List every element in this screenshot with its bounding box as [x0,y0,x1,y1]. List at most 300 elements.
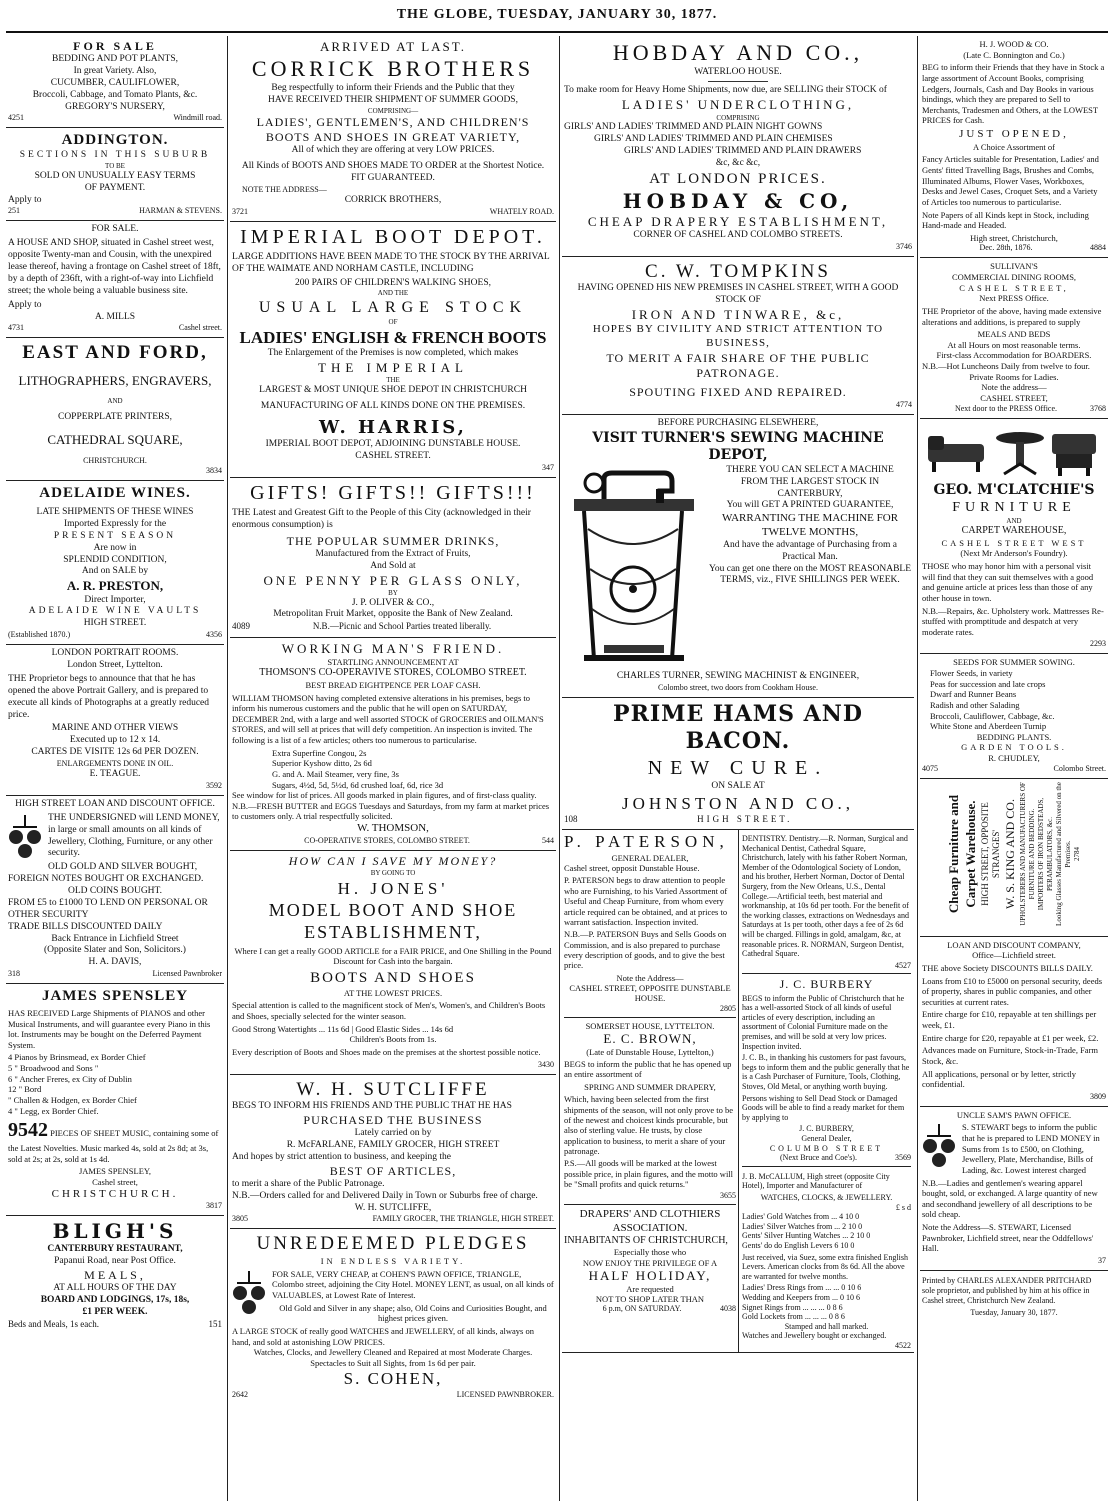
ad-line: CHRISTCHURCH. [83,456,147,466]
ad-number: 3805 [232,1214,248,1224]
ad-line: ARRIVED AT LAST. [320,39,466,54]
ad-line: OF [388,318,398,327]
ad-line: R. McFARLANE, FAMILY GROCER, HIGH STREET [286,1140,500,1150]
ad-heading: DRAPERS' AND CLOTHIERS ASSOCIATION. [579,1208,721,1234]
ad-line: SPLENDID CONDITION, [63,554,167,565]
ad-line: £ s d [895,1202,911,1212]
price-row: Ladies' Silver Watches from ... 2 10 0 [742,1221,863,1231]
ad-body: THE UNDERSIGNED will LEND MONEY, in large or small amounts on all kinds of Jewellery, Clothing, Furniture, or any other security. [48,812,220,859]
ad-address: Windmill road. [173,113,222,123]
ad-heading: JAMES SPENSLEY [41,988,189,1005]
ad-line: And Sold at [370,560,416,571]
ad-number: 4884 [1089,243,1106,253]
ad-heading: UNCLE SAM'S PAWN OFFICE. [956,1109,1072,1120]
ad-number: 4527 [895,960,911,970]
ad-line: MARINE AND OTHER VIEWS [51,723,179,734]
ad-line: £1 PER WEEK. [82,1306,148,1317]
ad-line: Colombo street, two doors from Cookham House. [658,682,818,692]
ad-line: OF PAYMENT. [84,182,146,193]
ad-line: (Established 1870.) [8,630,71,640]
ad-number: 4356 [206,630,222,640]
ad-line: PRESENT SEASON [53,530,177,541]
ad-number: 108 [564,813,578,824]
ad-prime-hams-and-bacon [562,698,914,830]
ad-line: Broccoli, Cabbage, and Tomato Plants, &c. [32,89,198,100]
ad-heading: PRIME HAMS AND BACON. [613,700,863,755]
ad-line: HIGH STREET. [83,618,147,629]
ad-line: AND THE [377,289,409,298]
ad-line: Radish and other Salading [930,699,1020,710]
ad-line: Note the Address— [616,972,684,983]
ad-line: 4 " Legg, ex Border Chief. [8,1105,99,1116]
ad-body: Entire charge for £20, repayable at £1 per week, £2. [922,1032,1099,1043]
ad-body: Just received, via Suez, some extra finished English Levers. American clocks from 8s 6d. All the above are warranted for twelve months. [742,1252,908,1281]
ad-h-j-wood [920,36,1108,258]
ad-line: Cashel street, [92,1177,138,1187]
ad-number: 4075 [922,763,938,773]
ad-line: Good Strong Watertights ... 11s 6d | Good Elastic Sides ... 14s 6d [232,1023,454,1034]
ad-line: J. C. BURBERY, [799,1124,854,1134]
ad-line: FROM £5 to £1000 TO LEND ON PERSONAL OR OTHER SECURITY [8,897,208,920]
ad-line: All Kinds of BOOTS AND SHOES MADE TO ORDER at the Shortest Notice. [241,161,545,172]
ad-number: 4731 [8,323,24,333]
ad-heading: CORRICK BROTHERS [251,56,535,82]
ad-line: BEDDING PLANTS. [976,731,1052,742]
ad-line: CHEAP DRAPERY ESTABLISHMENT, [587,213,889,229]
ad-line: To make room for Heavy Home Shipments, now due, are SELLING their STOCK of [564,85,887,96]
ad-line: CARPET WAREHOUSE, [961,525,1067,537]
ad-line: LADIES', GENTLEMEN'S, AND CHILDREN'S [256,115,530,130]
ad-line: HOBDAY & CO, [622,188,854,213]
ad-line: Apply to [8,299,42,310]
ad-line: JUST OPENED, [959,128,1069,140]
ad-line: NOTE THE ADDRESS— [242,184,327,194]
ad-line: GIRLS' AND LADIES' TRIMMED AND PLAIN DRAWERS [624,146,862,156]
ad-blighs-restaurant [6,1216,224,1334]
ad-line: A LARGE STOCK of really good WATCHES and JEWELLERY, of all kinds, always on hand, and sold at astonishing LOW PRICES. [232,1325,534,1347]
ad-body: WILLIAM THOMSON having completed extensive alterations in his premises, begs to inform his numerous customers and the public that he will open on SATURDAY, DECEMBER 2nd, with a large and well assorted STOCK of GROCERIES and OILMAN'S STORES, and will sell at prices that will defy competition. An inspection is invited. The following is a list of a few articles; others too numerous to particularise. [232,692,544,745]
ad-line: " Challen & Hodgen, ex Border Chief [8,1094,137,1105]
ad-line: Note the address— [981,382,1047,393]
ad-line: LITHOGRAPHERS, ENGRAVERS, [18,373,212,389]
ad-number: 3817 [206,1201,222,1211]
ad-number: 151 [208,1318,222,1329]
ad-number: 2293 [1090,639,1106,649]
ad-line: GENERAL DEALER, [611,852,689,863]
ad-line: Office—Lichfield street. [972,950,1056,961]
ad-line: MEALS, [84,1268,146,1283]
ad-line: In great Variety. Also, [73,65,157,76]
ad-line: TRADE BILLS DISCOUNTED DAILY [8,921,163,932]
ad-body: THE Proprietor begs to announce that that he has opened the above Portrait Gallery, and is prepared to execute all kinds of Photographs at a greatly reduced price. [8,673,210,720]
ad-p-paterson [564,832,736,1018]
ad-line: HAVE RECEIVED THEIR SHIPMENT OF SUMMER GOODS, [268,94,518,105]
ad-line: ESTABLISHMENT, [304,922,482,943]
ad-line: BEDDING AND POT PLANTS, [52,54,178,64]
ad-body: P. PATERSON begs to draw attention to people who are Furnishing, to his Varied Assortment of Useful and Cheap Furniture, from whom every article required can be obtained, and at prices to warrant satisfaction. Inspection invited. [564,875,728,927]
ad-heading: FOR SALE [73,39,157,53]
ad-w-h-sutcliffe [230,1075,556,1230]
ad-line: STARTLING ANNOUNCEMENT AT [327,656,459,667]
ad-line: LARGEST & MOST UNIQUE SHOE DEPOT IN CHRISTCHURCH [259,385,527,395]
ad-line: GREGORY'S NURSERY, [65,101,165,112]
ad-line: Manufactured from the Extract of Fruits, [315,548,471,559]
ad-c-w-tompkins [562,257,914,415]
ad-line: Metropolitan Fruit Market, opposite the Bank of New Zealand. [273,609,513,620]
ad-body: FOR SALE, VERY CHEAP, at COHEN'S PAWN OFFICE, TRIANGLE, Colombo street, adjoining the City Hotel. MONEY LENT, as usual, on all kinds of VALUABLES, at Lowest Rate of Interest. [272,1268,554,1300]
ad-address: Licensed Pawnbroker [152,969,222,979]
ad-body: DENTISTRY. Dentistry.—R. Norman, Surgical and Mechanical Dentist, Cathedral Square, Christchurch, lately with his father Robert Norman, Member of the Odontological Society of London, and his brother, Herbert Norman, Doctor of Dental Surgery, from the New Orleans, U.S., Dental College.—Artificial teeth, best material and workmanship, at 10s 6d per tooth. For the benefit of the working classes, extractions on Wednesdays and Saturdays at 1s per tooth, other days a fee of 2s 6d will be charged. Fillings in gold, amalgam, &c, at reasonable prices. R. NORMAN, Surgeon Dentist, Cathedral Square. [742,834,909,959]
ad-heading: P. PATERSON, [564,832,729,851]
ad-working-mans-friend [230,638,556,851]
ad-line: FURNITURE [952,500,1076,515]
ad-line: Back Entrance in Lichfield Street [51,933,179,944]
ad-line: COLUMBO STREET [769,1143,884,1153]
ad-body: THE above Society DISCOUNTS BILLS DAILY. [922,962,1093,973]
ad-body: BEG to inform their Friends that they have in Stock a large assortment of Account Books, comprising Ledgers, Journals, Cash and Day Books in various bindings, which they are prepared to Sell to Merchants, Tradesmen and Others, at the LOWEST PRICES for Cash. [922,62,1105,126]
ad-line: Superior Kyshow ditto, 2s 6d [272,758,372,769]
column-4 [920,36,1108,1501]
masthead: THE GLOBE, TUESDAY, JANUARY 30, 1877. [396,7,718,22]
ad-line: THERE YOU CAN SELECT A MACHINE [726,464,894,475]
ad-line: High street, Christchurch, [970,232,1058,243]
ad-j-c-burbery [742,974,911,1166]
ad-gifts-summer-drinks [230,478,556,638]
ad-line: Dec. 28th, 1876. [979,243,1033,253]
ad-number: 3721 [232,206,248,216]
ad-number: 4251 [8,113,24,123]
ad-number: 3768 [1089,403,1106,413]
ad-line: NOW ENJOY THE PRIVILEGE OF A [582,1257,718,1268]
ad-line: R. CHUDLEY, [988,753,1040,763]
ad-line: CUCUMBER, CAULIFLOWER, [50,77,180,88]
ad-east-and-ford [6,338,224,481]
ad-heading: EAST AND FORD, [22,342,208,364]
ad-line: Next door to the PRESS Office. [954,403,1058,413]
ad-line: You will GET A PRINTED GUARANTEE, [726,500,894,511]
ad-line: Imported Expressly for the [63,518,167,529]
ad-line: THE POPULAR SUMMER DRINKS, [286,533,500,548]
ad-high-street-loan [6,796,224,984]
column-rule [917,36,918,1501]
ad-london-portrait-rooms [6,645,224,796]
ad-body: Note the Address—S. STEWART, Licensed Pawnbroker, Lichfield street, near the Oddfellows' Hall. [922,1222,1094,1254]
sub-column-right [739,830,914,1352]
ad-line: All of which they are offering at very LOW PRICES. [291,145,495,156]
ad-line: NOT TO SHOP LATER THAN [595,1294,705,1305]
ad-line: GIRLS' AND LADIES' TRIMMED AND PLAIN NIGHT GOWNS [564,122,823,133]
ad-line: IRON AND TINWARE, &c, [631,307,845,323]
ad-uncle-sams-pawn [920,1107,1108,1271]
ad-line: ENLARGEMENTS DONE IN OIL. [56,759,174,768]
ad-line: TWELVE MONTHS, [761,526,859,538]
ad-line: OLD COINS BOUGHT. [67,886,163,896]
ad-line: WATERLOO HOUSE. [694,66,782,77]
ad-line: (Next Mr Anderson's Foundry). [960,548,1068,559]
pawnbroker-balls-icon [8,813,42,861]
ad-number: 3834 [206,466,222,476]
ad-heading: J. C. BURBERY [779,977,874,992]
ad-line: Papanui Road, near Post Office. [54,1256,176,1267]
ad-line: The Enlargement of the Premises is now completed, which makes [267,348,519,359]
ad-number: 2805 [720,1003,736,1013]
pawnbroker-balls-icon [232,1269,266,1317]
ad-number: 4774 [896,399,912,409]
ad-line: WATCHES, CLOCKS, & JEWELLERY. [760,1192,893,1202]
ad-line: Dwarf and Runner Beans [930,689,1017,700]
ad-line: SPRING AND SUMMER DRAPERY, [584,1081,716,1092]
ad-line: SPOUTING FIXED AND REPAIRED. [629,384,847,399]
ad-loan-discount-company [920,937,1108,1107]
ad-heading: HOBDAY AND CO., [612,40,864,65]
ad-line: COMPRISING— [367,106,419,115]
ad-heading: GEO. M'CLATCHIE'S [933,481,1095,498]
ad-line: THE IMPERIAL [318,360,468,375]
ad-line: CORRICK BROTHERS, [344,194,442,205]
ad-body: Which, having been selected from the first shipments of the season, will not only prove to be of the newest and choicest kinds procurable, but also of sterling value. He trusts, by close application to business, to merit a share of your patronage. [564,1094,734,1156]
ad-turners-sewing-machine [562,415,914,698]
ad-line: 12 " Bord [8,1084,42,1095]
ad-address: WHATELY ROAD. [489,206,554,216]
ad-line: ONE PENNY PER GLASS ONLY, [263,572,523,588]
ad-line: (Late C. Bonnington and Co.) [963,49,1065,60]
ad-line: CASHEL STREET, OPPOSITE DUNSTABLE HOUSE. [569,983,731,1004]
ad-heading: W. H. SUTCLIFFE [296,1078,490,1100]
ad-line: IMPERIAL BOOT DEPOT, ADJOINING DUNSTABLE HOUSE. [265,439,521,450]
ad-number: 4522 [895,1340,911,1350]
ad-line: Watches and Jewellery bought or exchanged. [742,1331,887,1341]
ad-body: P.S.—All goods will be marked at the lowest possible price, in plain figures, and the motto will be "Small profits and quick returns." [564,1158,734,1190]
ad-line: S. COHEN, [343,1369,443,1389]
ad-number: 251 [8,206,20,216]
ad-line: 6 p.m, ON SATURDAY. [602,1304,682,1314]
ad-line: AT THE LOWEST PRICES. [343,987,443,998]
ad-line: IN ENDLESS VARIETY. [320,1256,466,1267]
ad-heading: BLIGH'S [52,1219,178,1244]
ad-line: BY [388,588,398,597]
ad-line: HIGH STREET, OPPOSITE STRANGES' [979,801,1002,906]
printer-imprint [920,1271,1108,1322]
ad-line: HOW CAN I SAVE MY MONEY? [288,853,498,868]
ad-line: CHRISTCHURCH. [51,1187,179,1200]
ad-line: At all Hours on most reasonable terms. [947,339,1081,350]
ad-number: 4038 [720,1304,736,1314]
ad-line: CHARLES TURNER, SEWING MACHINIST & ENGINEER, [616,670,860,681]
ad-number: 3809 [1090,1091,1106,1101]
ad-line: N.B.—FRESH BUTTER and EGGS Tuesdays and Saturdays, from my farm at market prices to customers only. A trial respectfully solicited. [232,800,550,822]
ad-line: ON SALE AT [711,780,765,791]
ad-body: Every description of Boots and Shoes made on the premises at the shortest possible notice. [232,1046,541,1057]
ad-body: Note Papers of all Kinds kept in Stock, including Hand-made and Headed. [922,209,1089,231]
ad-line: SOMERSET HOUSE, LYTTELTON. [585,1020,715,1031]
ad-line: CASHEL STREET WEST [941,537,1087,548]
ad-body: Advances made on Furniture, Stock-in-Trade, Farm Stock, &c. [922,1045,1099,1066]
ad-line: OLD GOLD AND SILVER BOUGHT, FOREIGN NOTES BOUGHT OR EXCHANGED. [8,862,204,885]
ad-mclatchie-furniture [920,419,1108,655]
ad-line: W. H. SUTCLIFFE, [354,1202,432,1213]
ad-for-sale-plants [6,36,224,128]
ad-address: LICENSED PAWNBROKER. [456,1389,554,1399]
ad-line: First-class Accommodation for BOARDERS. [936,350,1092,361]
ad-number: 3430 [538,1059,554,1069]
ad-body: BEGS to inform the Public of Christchurch that he has a well-assorted Stock of all kinds of useful articles of every description, including an assortment of Colonial Furniture made on the premises, and will be sold at very low prices. Inspection invited. [742,993,905,1051]
ad-line: FIT GUARANTEED. [351,173,435,183]
ad-line: G. and A. Mail Steamer, very fine, 3s [272,768,399,779]
ad-line: W. S. KING AND CO. [1002,798,1017,909]
ad-body: THE Proprietor of the above, having made extensive alterations and additions, is prepared to supply [922,305,1102,327]
rotated-ad-text [946,779,1082,929]
ad-line: LADIES' ENGLISH & FRENCH BOOTS [239,327,547,347]
ad-line: Stamped and hall marked. [784,1321,869,1331]
ad-line: UPHOLSTERERS AND MANUFACTURERS OF FURNITURE AND BEDDING. [1018,781,1036,926]
ad-line: COPPERPLATE PRINTERS, [57,412,173,423]
ad-body: S. STEWART begs to inform the public that he is prepared to LEND MONEY in Sums from 1s to £500, on Clothing, Jewellery, Plate, Merchandise, Bills of Lading, &c. Lowest interest charged [962,1122,1100,1175]
ad-line: AT ALL HOURS OF THE DAY [53,1283,177,1294]
ad-heading: ADDINGTON. [61,132,169,149]
ad-line: Apply to [8,194,42,205]
ad-chudley-seeds [920,654,1108,778]
ad-heading: SEEDS FOR SUMMER SOWING. [953,657,1075,668]
ad-line: LATE SHIPMENTS OF THESE WINES [36,507,194,517]
ad-line: White Stone and Aberdeen Turnip [930,721,1047,732]
ad-body: HAS RECEIVED Large Shipments of PIANOS and other Musical Instruments, and will guarantee every Piano in this lot. Instruments may be bought on the Deferred Payment System. [8,1007,211,1050]
ad-line: Executed up to 12 x 14. [69,735,161,746]
masthead-rule [6,31,1108,33]
ad-body: N.B.—Repairs, &c. Upholstery work. Mattresses Re-stuffed with promptitude and despatch at very moderate rates. [922,605,1104,637]
price-row: Signet Rings from ... ... ... 0 8 6 [742,1302,843,1312]
column-rule [227,36,228,1501]
ad-line: AT LONDON PRICES. [649,170,827,187]
imprint-date: Tuesday, January 30, 1877. [970,1307,1058,1317]
ad-line: THOMSON'S CO-OPERAVIVE STORES, COLOMBO STREET. [259,667,527,679]
price-row: Wedding and Keepers from ... 0 10 6 [742,1292,860,1302]
ad-line: W. HARRIS, [319,416,467,438]
ad-number: 544 [542,835,554,845]
ad-number: 4089 [232,621,250,632]
ad-norman-dentistry [742,834,911,974]
ad-line: W. THOMSON, [357,822,429,834]
ad-house-for-sale [6,221,224,338]
ad-line: A Choice Assortment of [973,141,1055,152]
ad-number: 3592 [206,780,222,790]
ad-heading: LOAN AND DISCOUNT COMPANY, [947,939,1081,950]
ad-line: J. P. OLIVER & CO., [351,597,435,608]
ad-body: Persons wishing to Sell Dead Stock or Damaged Goods will be able to find a ready market for them by applying to [742,1093,905,1122]
ad-body: A HOUSE AND SHOP, situated in Cashel street west, opposite Twenty-man and Cousin, with the unexpired lease thereof, having a frontage on Cashel street of 18ft, by a depth of 236ft, with a right-of-way into Lichfield street; the whole being a valuable business site. [8,238,221,296]
ad-heading: GIFTS! GIFTS!! GIFTS!!! [250,482,536,504]
ad-line: Sugars, 4½d, 5d, 5½d, 6d crushed loaf, 6d, rice 3d [272,779,444,790]
music-count: 9542 [8,1119,48,1142]
ad-line: (Late of Dunstable House, Lyttelton,) [586,1046,714,1057]
ad-line: (Opposite Slater and Son, Solicitors.) [44,945,186,956]
ad-line: A. R. PRESTON, [66,578,164,594]
ad-line: BEST BREAD EIGHTPENCE PER LOAF CASH. [305,679,481,690]
ad-heading: SULLIVAN'S [990,261,1038,272]
ad-line: TO MERIT A FAIR SHARE OF THE PUBLIC PATRONAGE. [606,350,870,380]
ad-line: Beg respectfully to inform their Friends and the Public that they [271,82,515,93]
ad-line: N.B.—Picnic and School Parties treated liberally. [312,621,492,632]
ad-line: HOPES BY CIVILITY AND STRICT ATTENTION TO BUSINESS, [592,323,884,350]
ad-line: A. MILLS [94,311,136,322]
ad-number: 3655 [720,1191,736,1201]
furniture-illustration-icon [924,424,1104,480]
ad-line: And have the advantage of Purchasing from a Practical Man. [723,539,897,562]
ad-line: See window for list of prices. All goods marked in plain figures, and of first-class quality. [232,790,537,801]
column-1 [6,36,224,1501]
ad-line: Cheap Furniture and Carpet Warehouse. [945,794,978,913]
ad-line: HAVING OPENED HIS NEW PREMISES IN CASHEL STREET, WITH A GOOD STOCK OF [577,283,899,306]
ad-line: MEALS AND BEDS [977,329,1051,340]
ad-heading: HIGH STREET LOAN AND DISCOUNT OFFICE. [15,798,215,809]
ad-line: COMPRISING [716,113,760,122]
ad-unredeemed-pledges [230,1229,556,1403]
ad-e-c-brown [564,1018,736,1206]
ad-body: J. C. B., in thanking his customers for past favours, begs to inform them and the public generally that he is a Cash Purchaser of Furniture, Tools, Clothing, Stoves, Old Metal, or anything worth buying. [742,1053,910,1092]
ad-line: London Street, Lyttelton. [67,660,163,670]
ad-heading: UNREDEEMED PLEDGES [256,1233,530,1255]
ad-line: CATHEDRAL SQUARE, [47,432,183,447]
ad-line: And hopes by strict attention to business, and keeping the [232,1151,451,1162]
ad-line: Flower Seeds, in variety [930,668,1013,678]
ad-number: 3569 [894,1153,911,1163]
ad-line: Especially those who [613,1247,687,1258]
ad-number: 2642 [232,1389,248,1399]
ad-body: N.B.—Ladies and gentlemen's wearing apparel bought, sold, or exchanged. A large quantity of new and secondhand jewellery of all descriptions to be sold cheap. [922,1177,1098,1220]
ad-line: Broccoli, Cauliflower, Cabbage, &c. [930,710,1055,721]
ad-line: MODEL BOOT AND SHOE [268,899,518,920]
ad-heading: WORKING MAN'S FRIEND. [281,640,505,656]
ad-line: SECTIONS IN THIS SUBURB [19,150,211,161]
ad-body: BEGS to inform the public that he has opened up an entire assortment of [564,1059,732,1080]
ad-line: HIGH STREET. [697,813,793,824]
price-row: Gents' Silver Hunting Watches ... 2 10 0 [742,1231,871,1241]
ad-line: 200 PAIRS OF CHILDREN'S WALKING SHOES, [295,277,491,288]
ad-w-s-king [920,779,1108,937]
ad-address: Cashel street. [178,323,222,333]
ad-line: CASHEL STREET, [959,282,1069,293]
ad-line: 5 " Broadwood and Sons " [8,1063,99,1073]
ad-line: BEFORE PURCHASING ELSEWHERE, [657,417,819,428]
ad-hobday-and-co [562,36,914,257]
ad-line: You can get one there on the MOST REASONABLE [708,563,912,574]
ad-line: 6 " Ancher Freres, ex City of Dublin [8,1073,132,1084]
ad-line: TERMS, viz., FIVE SHILLINGS PER WEEK. [720,575,900,586]
ad-line: CASHEL STREET, [980,392,1048,403]
ad-line: Old Gold and Silver in any shape; also, Old Coins and Curiosities Bought, and highest prices given. [279,1302,547,1324]
ad-line: Next PRESS Office. [979,293,1049,304]
ad-line: Children's Boots from 1s. [349,1034,437,1045]
ad-line: CORNER OF CASHEL AND COLOMBO STREETS. [633,229,843,240]
ad-line: H. A. DAVIS, [88,957,142,968]
ad-body: Where I can get a really GOOD ARTICLE for a FAIR PRICE, and One Shilling in the Pound Discount for Cash into the bargain. [234,945,552,967]
ad-number: 2784 [1073,846,1082,861]
column-3 [562,36,914,1501]
ad-line: BOOTS AND SHOES [310,970,476,986]
ad-line: Cashel street, opposit Dunstable House. [564,863,700,874]
ad-imperial-boot-depot [230,222,556,478]
ad-line: FROM THE LARGEST STOCK IN [740,476,880,487]
ad-line: &c, &c &c, [715,157,761,168]
ad-body: Loans from £10 to £5000 on personal security, deeds of property, shares in public companies, and other securities at current rates. [922,975,1103,1007]
ad-line: BEGS TO INFORM HIS FRIENDS AND THE PUBLIC THAT HE HAS [232,1101,512,1112]
ad-number: 3746 [896,241,912,251]
ad-line: N.B.—Orders called for and Delivered Daily in Town or Suburbs free of charge. [232,1190,538,1201]
ad-line: CANTERBURY, [777,488,843,499]
ad-body: THE Latest and Greatest Gift to the People of this City (acknowledged in their enormous consumption) is [232,508,531,530]
price-row: Ladies' Gold Watches from ... 4 10 0 [742,1212,860,1222]
ad-corrick-brothers [230,36,556,222]
ad-sullivans-dining [920,258,1108,418]
